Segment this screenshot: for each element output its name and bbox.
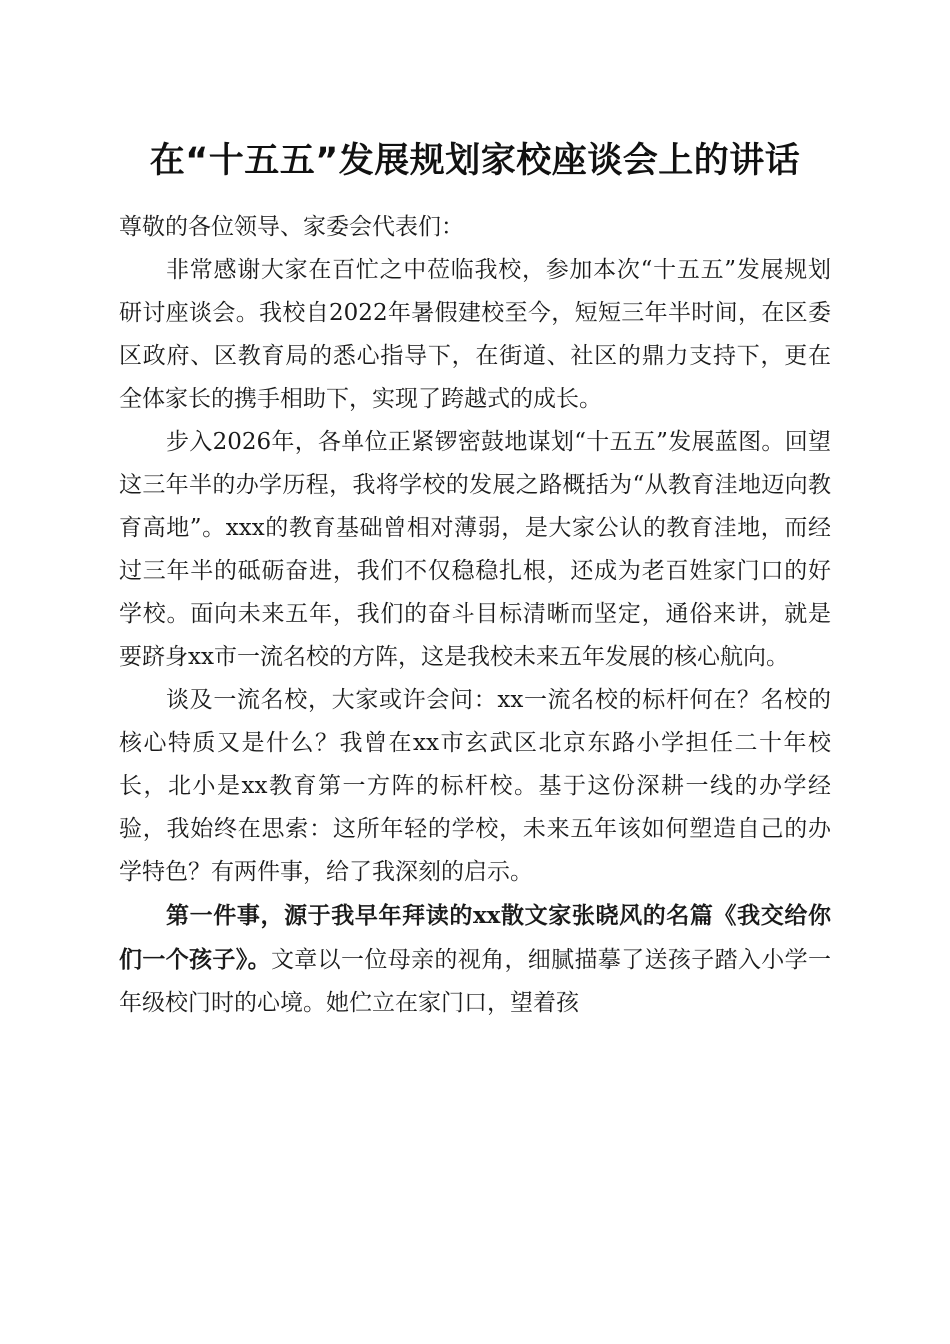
- paragraph-3: 谈及一流名校，大家或许会问：xx一流名校的标杆何在？名校的核心特质又是什么？我曾在xx市玄武区北京东路小学担任二十年校长，北小是xx教育第一方阵的标杆校。基于这份深耕一线的办学经验，我始终在思索：这所年轻的学校，未来五年该如何塑造自己的办学特色？有两件事，给了我深刻的启示。: [119, 687, 831, 885]
- document-body: [119, 206, 831, 1025]
- paragraph-4: [119, 894, 831, 1025]
- paragraph-2: 步入2026年，各单位正紧锣密鼓地谋划“十五五”发展蓝图。回望这三年半的办学历程，我将学校的发展之路概括为“从教育洼地迈向教育高地”。xxx的教育基础曾相对薄弱，是大家公认的教育洼地，而经过三年半的砥砺奋进，我们不仅稳稳扎根，还成为老百姓家门口的好学校。面向未来五年，我们的奋斗目标清晰而坚定，通俗来讲，就是要跻身xx市一流名校的方阵，这是我校未来五年发展的核心航向。: [119, 429, 831, 670]
- salutation: 尊敬的各位领导、家委会代表们：: [119, 214, 464, 240]
- paragraph-1: 非常感谢大家在百忙之中莅临我校，参加本次“十五五”发展规划研讨座谈会。我校自2022年暑假建校至今，短短三年半时间，在区委区政府、区教育局的悉心指导下，在街道、社区的鼎力支持下，更在全体家长的携手相助下，实现了跨越式的成长。: [119, 257, 831, 412]
- document-title: 在“十五五”发展规划家校座谈会上的讲话: [149, 141, 801, 181]
- paragraph-4-text: 文章以一位母亲的视角，细腻描摹了送孩子踏入小学一年级校门时的心境。她伫立在家门口，望着孩: [119, 947, 832, 1016]
- paragraph-4-bold-lead: 第一件事，源于我早年拜读的xx散文家张晓风的名篇《我交给你们一个孩子》。: [119, 902, 831, 973]
